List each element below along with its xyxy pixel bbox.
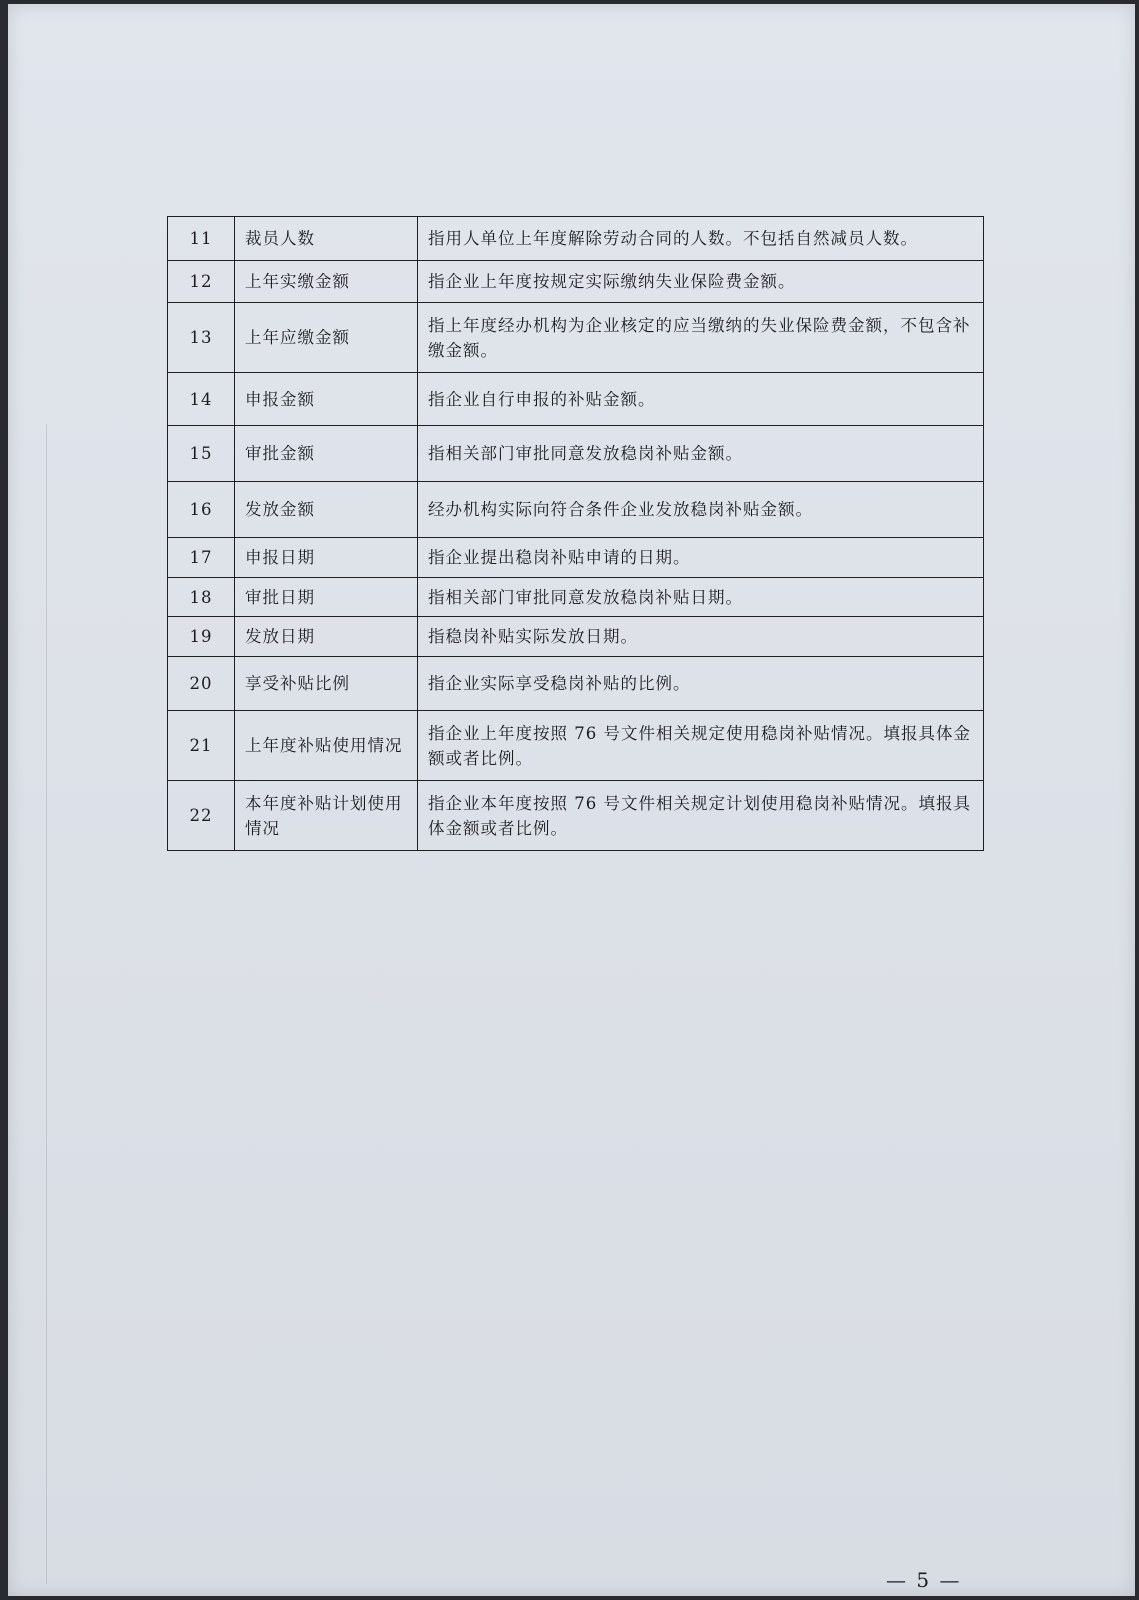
- table-row: [168, 538, 984, 578]
- definitions-table: [167, 216, 984, 851]
- row-number: 14: [168, 373, 235, 426]
- field-name: 上年实缴金额: [235, 261, 418, 303]
- table-row: [168, 657, 984, 711]
- table-row: [168, 482, 984, 538]
- field-description: 指稳岗补贴实际发放日期。: [418, 617, 984, 657]
- row-number: 22: [168, 781, 235, 851]
- field-name: 申报日期: [235, 538, 418, 578]
- row-number: 21: [168, 711, 235, 781]
- table-row: [168, 781, 984, 851]
- field-description: 指企业提出稳岗补贴申请的日期。: [418, 538, 984, 578]
- field-name: 本年度补贴计划使用情况: [235, 781, 418, 851]
- field-description: 指企业自行申报的补贴金额。: [418, 373, 984, 426]
- row-number: 20: [168, 657, 235, 711]
- field-description: 指企业实际享受稳岗补贴的比例。: [418, 657, 984, 711]
- field-description: 指上年度经办机构为企业核定的应当缴纳的失业保险费金额，不包含补缴金额。: [418, 303, 984, 373]
- field-description: 指用人单位上年度解除劳动合同的人数。不包括自然减员人数。: [418, 217, 984, 261]
- table-row: [168, 261, 984, 303]
- table-row: [168, 617, 984, 657]
- row-number: 17: [168, 538, 235, 578]
- row-number: 15: [168, 426, 235, 482]
- field-name: 申报金额: [235, 373, 418, 426]
- field-name: 上年应缴金额: [235, 303, 418, 373]
- page-fold-mark: [46, 424, 47, 1584]
- row-number: 19: [168, 617, 235, 657]
- field-name: 发放日期: [235, 617, 418, 657]
- field-description: 指企业上年度按照 76 号文件相关规定使用稳岗补贴情况。填报具体金额或者比例。: [418, 711, 984, 781]
- field-description: 指相关部门审批同意发放稳岗补贴日期。: [418, 578, 984, 617]
- field-name: 上年度补贴使用情况: [235, 711, 418, 781]
- row-number: 18: [168, 578, 235, 617]
- page-number: — 5 —: [886, 1568, 962, 1592]
- table-row: [168, 303, 984, 373]
- field-description: 经办机构实际向符合条件企业发放稳岗补贴金额。: [418, 482, 984, 538]
- field-description: 指企业上年度按规定实际缴纳失业保险费金额。: [418, 261, 984, 303]
- field-name: 审批金额: [235, 426, 418, 482]
- field-name: 审批日期: [235, 578, 418, 617]
- row-number: 16: [168, 482, 235, 538]
- table-row: [168, 217, 984, 261]
- field-name: 裁员人数: [235, 217, 418, 261]
- document-page: [8, 4, 1135, 1596]
- field-name: 发放金额: [235, 482, 418, 538]
- table-row: [168, 578, 984, 617]
- table-row: [168, 373, 984, 426]
- row-number: 12: [168, 261, 235, 303]
- field-description: 指相关部门审批同意发放稳岗补贴金额。: [418, 426, 984, 482]
- table-row: [168, 711, 984, 781]
- field-description: 指企业本年度按照 76 号文件相关规定计划使用稳岗补贴情况。填报具体金额或者比例。: [418, 781, 984, 851]
- row-number: 13: [168, 303, 235, 373]
- field-name: 享受补贴比例: [235, 657, 418, 711]
- table-row: [168, 426, 984, 482]
- row-number: 11: [168, 217, 235, 261]
